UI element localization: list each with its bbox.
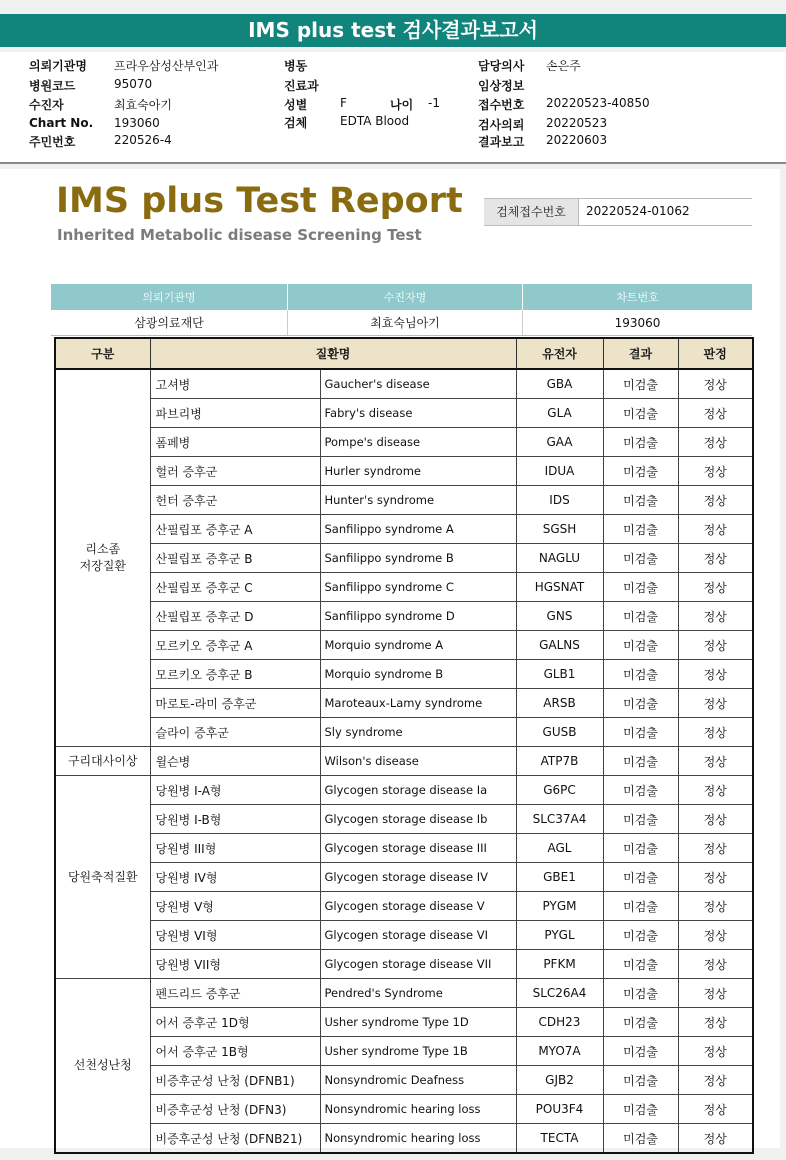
judgement-cell: 정상	[678, 515, 753, 544]
patient-table-value: 193060	[523, 310, 753, 336]
table-row	[55, 369, 753, 399]
report-header-title: IMS plus test 검사결과보고서	[0, 14, 786, 47]
gene-cell: PFKM	[516, 950, 603, 979]
category-cell: 선천성난청	[55, 979, 150, 1154]
gene-cell: HGSNAT	[516, 573, 603, 602]
specimen-label: 검체접수번호	[484, 199, 579, 225]
disease-name-ko: 어서 증후군 1B형	[150, 1037, 320, 1066]
judgement-cell: 정상	[678, 689, 753, 718]
disease-name-ko: 헌터 증후군	[150, 486, 320, 515]
patient-table	[51, 284, 752, 336]
result-cell: 미검출	[603, 660, 678, 689]
disease-name-en: Morquio syndrome B	[320, 660, 516, 689]
disease-name-en: Glycogen storage disease Ib	[320, 805, 516, 834]
patient-table-value: 최효숙님아기	[288, 310, 523, 336]
judgement-cell: 정상	[678, 747, 753, 776]
judgement-cell: 정상	[678, 1066, 753, 1095]
info-label: 의뢰기관명	[29, 59, 87, 73]
table-row	[55, 747, 753, 776]
disease-name-ko: 당원병 VI형	[150, 921, 320, 950]
disease-name-ko: 마로토-라미 증후군	[150, 689, 320, 718]
info-label: 수진자	[29, 98, 64, 112]
result-cell: 미검출	[603, 892, 678, 921]
result-cell: 미검출	[603, 863, 678, 892]
judgement-cell: 정상	[678, 486, 753, 515]
disease-name-ko: 비증후군성 난청 (DFNB1)	[150, 1066, 320, 1095]
gene-cell: SGSH	[516, 515, 603, 544]
table-row	[55, 689, 753, 718]
info-label: 검체	[284, 116, 308, 130]
table-row	[55, 428, 753, 457]
info-label: 접수번호	[478, 98, 525, 112]
judgement-cell: 정상	[678, 631, 753, 660]
disease-name-en: Sanfilippo syndrome B	[320, 544, 516, 573]
result-cell: 미검출	[603, 1008, 678, 1037]
judgement-cell: 정상	[678, 950, 753, 979]
table-row	[55, 515, 753, 544]
result-cell: 미검출	[603, 369, 678, 399]
result-cell: 미검출	[603, 979, 678, 1008]
result-cell: 미검출	[603, 1037, 678, 1066]
info-value: EDTA Blood	[340, 114, 410, 128]
disease-name-en: Gaucher's disease	[320, 369, 516, 399]
gene-cell: NAGLU	[516, 544, 603, 573]
disease-name-en: Maroteaux-Lamy syndrome	[320, 689, 516, 718]
judgement-cell: 정상	[678, 1008, 753, 1037]
disease-name-en: Pendred's Syndrome	[320, 979, 516, 1008]
table-row	[55, 660, 753, 689]
judgement-cell: 정상	[678, 921, 753, 950]
gene-cell: SLC26A4	[516, 979, 603, 1008]
disease-name-ko: 윌슨병	[150, 747, 320, 776]
report-subtitle: Inherited Metabolic disease Screening Test	[57, 226, 422, 244]
result-cell: 미검출	[603, 950, 678, 979]
disease-name-en: Sanfilippo syndrome D	[320, 602, 516, 631]
info-value: 20220523	[546, 116, 608, 130]
info-label: Chart No.	[29, 116, 94, 130]
disease-name-en: Fabry's disease	[320, 399, 516, 428]
disease-name-ko: 고셔병	[150, 369, 320, 399]
disease-name-en: Hunter's syndrome	[320, 486, 516, 515]
table-row	[55, 979, 753, 1008]
info-label: 임상정보	[478, 79, 525, 93]
patient-info-panel	[0, 52, 786, 164]
judgement-cell: 정상	[678, 369, 753, 399]
info-value: 95070	[114, 77, 153, 91]
patient-table-header: 수진자명	[288, 284, 523, 310]
age-label: 나이	[390, 98, 414, 112]
disease-name-ko: 헐러 증후군	[150, 457, 320, 486]
judgement-cell: 정상	[678, 660, 753, 689]
judgement-cell: 정상	[678, 979, 753, 1008]
patient-table-header: 차트번호	[523, 284, 753, 310]
patient-table-header: 의뢰기관명	[51, 284, 288, 310]
judgement-cell: 정상	[678, 776, 753, 805]
result-cell: 미검출	[603, 1066, 678, 1095]
disease-name-en: Pompe's disease	[320, 428, 516, 457]
result-cell: 미검출	[603, 689, 678, 718]
results-table	[54, 337, 754, 1154]
specimen-number-box	[484, 198, 752, 226]
disease-name-ko: 당원병 V형	[150, 892, 320, 921]
info-value: 20220523-40850	[546, 96, 650, 110]
judgement-cell: 정상	[678, 399, 753, 428]
result-cell: 미검출	[603, 631, 678, 660]
disease-name-en: Nonsyndromic Deafness	[320, 1066, 516, 1095]
info-label: 주민번호	[29, 135, 76, 149]
disease-name-ko: 산필립포 증후군 A	[150, 515, 320, 544]
gene-cell: GAA	[516, 428, 603, 457]
table-row	[55, 1124, 753, 1154]
gene-cell: GBE1	[516, 863, 603, 892]
disease-name-ko: 당원병 IV형	[150, 863, 320, 892]
disease-name-en: Glycogen storage disease VII	[320, 950, 516, 979]
table-row	[55, 776, 753, 805]
result-cell: 미검출	[603, 428, 678, 457]
disease-name-en: Nonsyndromic hearing loss	[320, 1095, 516, 1124]
table-row	[55, 1066, 753, 1095]
result-cell: 미검출	[603, 1095, 678, 1124]
gene-cell: GALNS	[516, 631, 603, 660]
disease-name-ko: 폼페병	[150, 428, 320, 457]
table-row	[55, 631, 753, 660]
table-row	[55, 892, 753, 921]
judgement-cell: 정상	[678, 718, 753, 747]
table-row	[55, 863, 753, 892]
info-label: 성별	[284, 98, 308, 112]
results-header: 판정	[678, 338, 753, 369]
gene-cell: IDUA	[516, 457, 603, 486]
info-label: 결과보고	[478, 135, 525, 149]
table-row	[55, 1008, 753, 1037]
judgement-cell: 정상	[678, 573, 753, 602]
disease-name-ko: 펜드리드 증후군	[150, 979, 320, 1008]
table-row	[55, 602, 753, 631]
gene-cell: G6PC	[516, 776, 603, 805]
disease-name-en: Glycogen storage disease Ia	[320, 776, 516, 805]
table-row	[55, 486, 753, 515]
disease-name-ko: 모르키오 증후군 A	[150, 631, 320, 660]
result-cell: 미검출	[603, 1124, 678, 1154]
age-value: -1	[428, 96, 440, 110]
judgement-cell: 정상	[678, 834, 753, 863]
result-cell: 미검출	[603, 602, 678, 631]
category-cell: 구리대사이상	[55, 747, 150, 776]
disease-name-en: Wilson's disease	[320, 747, 516, 776]
info-label: 담당의사	[478, 59, 525, 73]
info-value: F	[340, 96, 347, 110]
result-cell: 미검출	[603, 921, 678, 950]
result-cell: 미검출	[603, 718, 678, 747]
disease-name-en: Nonsyndromic hearing loss	[320, 1124, 516, 1154]
disease-name-ko: 당원병 VII형	[150, 950, 320, 979]
gene-cell: TECTA	[516, 1124, 603, 1154]
result-cell: 미검출	[603, 399, 678, 428]
disease-name-ko: 산필립포 증후군 C	[150, 573, 320, 602]
results-header: 결과	[603, 338, 678, 369]
judgement-cell: 정상	[678, 1095, 753, 1124]
gene-cell: CDH23	[516, 1008, 603, 1037]
table-row	[55, 1095, 753, 1124]
gene-cell: GUSB	[516, 718, 603, 747]
disease-name-ko: 산필립포 증후군 B	[150, 544, 320, 573]
disease-name-ko: 파브리병	[150, 399, 320, 428]
gene-cell: AGL	[516, 834, 603, 863]
info-label: 진료과	[284, 79, 319, 93]
result-cell: 미검출	[603, 515, 678, 544]
gene-cell: GBA	[516, 369, 603, 399]
result-cell: 미검출	[603, 805, 678, 834]
disease-name-en: Glycogen storage disease VI	[320, 921, 516, 950]
result-cell: 미검출	[603, 747, 678, 776]
disease-name-ko: 비증후군성 난청 (DFNB21)	[150, 1124, 320, 1154]
disease-name-en: Morquio syndrome A	[320, 631, 516, 660]
disease-name-ko: 산필립포 증후군 D	[150, 602, 320, 631]
gene-cell: PYGM	[516, 892, 603, 921]
results-header: 구분	[55, 338, 150, 369]
table-row	[55, 718, 753, 747]
disease-name-en: Usher syndrome Type 1D	[320, 1008, 516, 1037]
table-row	[55, 834, 753, 863]
info-value: 최효숙아기	[114, 98, 172, 112]
gene-cell: GLA	[516, 399, 603, 428]
info-label: 검사의뢰	[478, 118, 525, 132]
category-cell: 당원축적질환	[55, 776, 150, 979]
info-label: 병원코드	[29, 79, 76, 93]
judgement-cell: 정상	[678, 602, 753, 631]
disease-name-en: Sly syndrome	[320, 718, 516, 747]
report-title: IMS plus Test Report	[56, 181, 463, 221]
judgement-cell: 정상	[678, 1037, 753, 1066]
disease-name-en: Hurler syndrome	[320, 457, 516, 486]
gene-cell: MYO7A	[516, 1037, 603, 1066]
gene-cell: GJB2	[516, 1066, 603, 1095]
gene-cell: SLC37A4	[516, 805, 603, 834]
table-row	[55, 399, 753, 428]
disease-name-en: Glycogen storage disease V	[320, 892, 516, 921]
table-row	[55, 805, 753, 834]
disease-name-ko: 당원병 III형	[150, 834, 320, 863]
table-row	[55, 950, 753, 979]
gene-cell: ATP7B	[516, 747, 603, 776]
result-cell: 미검출	[603, 834, 678, 863]
category-cell: 리소좀 저장질환	[55, 369, 150, 747]
disease-name-ko: 모르키오 증후군 B	[150, 660, 320, 689]
specimen-value: 20220524-01062	[586, 204, 690, 218]
info-value: 손은주	[546, 59, 581, 73]
results-header: 유전자	[516, 338, 603, 369]
disease-name-ko: 어서 증후군 1D형	[150, 1008, 320, 1037]
judgement-cell: 정상	[678, 892, 753, 921]
gene-cell: IDS	[516, 486, 603, 515]
table-row	[55, 1037, 753, 1066]
table-row	[55, 457, 753, 486]
judgement-cell: 정상	[678, 457, 753, 486]
judgement-cell: 정상	[678, 805, 753, 834]
gene-cell: GNS	[516, 602, 603, 631]
result-cell: 미검출	[603, 573, 678, 602]
disease-name-ko: 슬라이 증후군	[150, 718, 320, 747]
judgement-cell: 정상	[678, 544, 753, 573]
disease-name-en: Usher syndrome Type 1B	[320, 1037, 516, 1066]
disease-name-ko: 비증후군성 난청 (DFN3)	[150, 1095, 320, 1124]
info-value: 20220603	[546, 133, 608, 147]
disease-name-ko: 당원병 I-A형	[150, 776, 320, 805]
result-cell: 미검출	[603, 544, 678, 573]
result-cell: 미검출	[603, 457, 678, 486]
judgement-cell: 정상	[678, 863, 753, 892]
disease-name-en: Sanfilippo syndrome A	[320, 515, 516, 544]
result-cell: 미검출	[603, 776, 678, 805]
info-label: 병동	[284, 59, 308, 73]
table-row	[55, 573, 753, 602]
patient-table-value: 삼광의료재단	[51, 310, 288, 336]
info-value: 220526-4	[114, 133, 172, 147]
disease-name-ko: 당원병 I-B형	[150, 805, 320, 834]
table-row	[55, 544, 753, 573]
result-cell: 미검출	[603, 486, 678, 515]
table-row	[55, 921, 753, 950]
disease-name-en: Sanfilippo syndrome C	[320, 573, 516, 602]
gene-cell: PYGL	[516, 921, 603, 950]
judgement-cell: 정상	[678, 428, 753, 457]
disease-name-en: Glycogen storage disease III	[320, 834, 516, 863]
judgement-cell: 정상	[678, 1124, 753, 1154]
report-document	[0, 169, 780, 1148]
gene-cell: ARSB	[516, 689, 603, 718]
disease-name-en: Glycogen storage disease IV	[320, 863, 516, 892]
info-value: 프라우삼성산부인과	[114, 59, 219, 73]
results-header: 질환명	[150, 338, 516, 369]
info-value: 193060	[114, 116, 160, 130]
gene-cell: POU3F4	[516, 1095, 603, 1124]
gene-cell: GLB1	[516, 660, 603, 689]
